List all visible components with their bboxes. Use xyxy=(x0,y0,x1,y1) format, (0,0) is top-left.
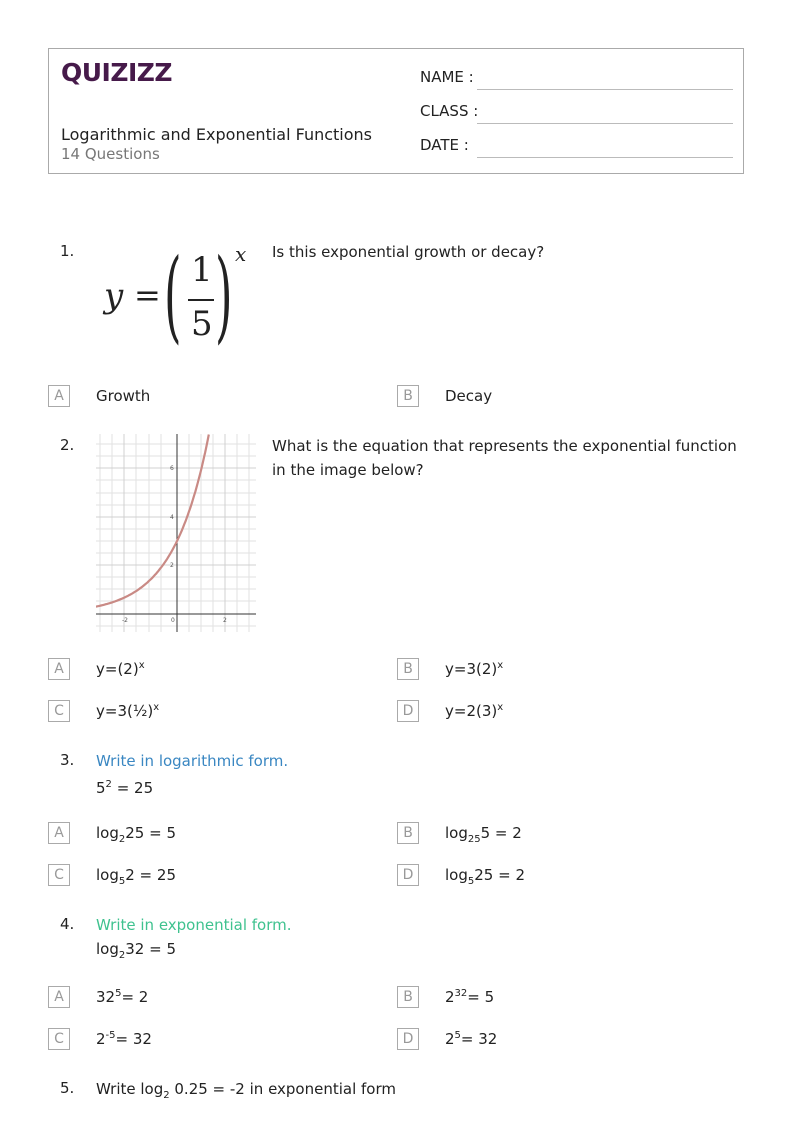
question-number: 1. xyxy=(60,242,75,260)
expr-exponent: 2 xyxy=(105,779,112,790)
name-label: NAME : xyxy=(420,68,474,86)
question-text: Is this exponential growth or decay? xyxy=(272,243,545,261)
option-c-exponent: x xyxy=(153,702,160,713)
option-b-box[interactable]: B xyxy=(397,658,419,680)
log-word: log xyxy=(96,940,119,958)
option-b-text[interactable] xyxy=(445,824,522,845)
class-label: CLASS : xyxy=(420,102,479,120)
exp-base: 2 xyxy=(96,1030,106,1048)
option-a-text[interactable] xyxy=(96,988,148,1006)
option-b-box[interactable]: B xyxy=(397,385,419,407)
expr-rest: = 25 xyxy=(111,779,154,797)
formula-lhs: y xyxy=(104,276,124,316)
question-number: 4. xyxy=(60,915,75,933)
option-a-text[interactable]: Growth xyxy=(96,387,151,405)
option-c-box[interactable]: C xyxy=(48,864,70,886)
exp-power: 5 xyxy=(454,1030,461,1041)
question-expression xyxy=(96,937,176,968)
log-base: 5 xyxy=(467,876,475,887)
q5-post: 0.25 = -2 in exponential form xyxy=(169,1080,396,1098)
exp-power: 5 xyxy=(115,988,122,999)
option-c-text[interactable] xyxy=(96,1030,152,1048)
question-number: 2. xyxy=(60,436,75,454)
log-rest: 2 = 25 xyxy=(125,866,176,884)
question-number: 5. xyxy=(60,1079,75,1097)
option-d-box[interactable]: D xyxy=(397,864,419,886)
q5-pre: Write log xyxy=(96,1080,164,1098)
option-c-box[interactable]: C xyxy=(48,1028,70,1050)
class-field[interactable] xyxy=(477,123,733,124)
exponential-graph xyxy=(96,434,256,632)
worksheet-title: Logarithmic and Exponential Functions xyxy=(61,125,373,144)
option-a-box[interactable]: A xyxy=(48,385,70,407)
log-word: log xyxy=(445,824,468,842)
option-b-text[interactable] xyxy=(445,988,494,1006)
option-b-text[interactable] xyxy=(445,660,503,678)
question-instruction: Write in exponential form. xyxy=(96,916,292,934)
log-rest: 32 = 5 xyxy=(125,940,176,958)
y-tick-label: 6 xyxy=(170,465,174,472)
major-grid xyxy=(96,434,256,632)
question-text: What is the equation that represents the exponential function in the image below? xyxy=(272,437,737,479)
option-d-text[interactable] xyxy=(445,702,503,720)
exponential-curve xyxy=(96,435,209,608)
option-d-exponent: x xyxy=(497,702,504,713)
log-rest: 25 = 2 xyxy=(474,866,525,884)
option-b-box[interactable]: B xyxy=(397,822,419,844)
y-tick-label: 2 xyxy=(170,562,174,569)
question-expression xyxy=(96,773,153,800)
log-base: 25 xyxy=(467,834,481,845)
option-a-exponent: x xyxy=(138,660,145,671)
option-d-box[interactable]: D xyxy=(397,1028,419,1050)
option-a-box[interactable]: A xyxy=(48,658,70,680)
question-number: 3. xyxy=(60,751,75,769)
option-c-box[interactable]: C xyxy=(48,700,70,722)
question-text xyxy=(96,1077,396,1108)
option-a-text[interactable] xyxy=(96,660,145,678)
exp-base: 32 xyxy=(96,988,116,1006)
exp-base: 2 xyxy=(445,1030,455,1048)
option-d-text[interactable] xyxy=(445,1030,497,1048)
y-tick-label: 4 xyxy=(170,514,174,521)
formula-equals: = xyxy=(134,276,161,314)
exp-rest: = 32 xyxy=(115,1030,152,1048)
log-word: log xyxy=(96,824,119,842)
grid xyxy=(96,434,256,632)
option-c-base: y=3(½) xyxy=(96,702,154,720)
option-d-base: y=2(3) xyxy=(445,702,498,720)
question-1-formula xyxy=(104,237,254,354)
exp-power: 32 xyxy=(454,988,468,999)
exp-rest: = 32 xyxy=(460,1030,498,1048)
option-c-text[interactable] xyxy=(96,866,176,887)
exp-power: -5 xyxy=(105,1030,116,1041)
log-base: 5 xyxy=(118,876,126,887)
log-word: log xyxy=(445,866,468,884)
option-b-box[interactable]: B xyxy=(397,986,419,1008)
date-label: DATE : xyxy=(420,136,469,154)
name-field[interactable] xyxy=(477,89,733,90)
x-tick-label: 2 xyxy=(223,617,227,624)
fraction-bar xyxy=(188,299,214,301)
option-d-box[interactable]: D xyxy=(397,700,419,722)
option-a-box[interactable]: A xyxy=(48,986,70,1008)
log-base: 2 xyxy=(118,950,126,961)
log-base: 2 xyxy=(118,834,126,845)
log-rest: 25 = 5 xyxy=(125,824,176,842)
x-tick-label: -2 xyxy=(122,617,128,624)
log-word: log xyxy=(96,866,119,884)
x-tick-label: 0 xyxy=(171,617,175,624)
q5-log-base: 2 xyxy=(163,1090,170,1101)
formula-denominator: 5 xyxy=(191,304,213,344)
question-instruction: Write in logarithmic form. xyxy=(96,752,289,770)
option-c-text[interactable] xyxy=(96,702,159,720)
option-d-text[interactable] xyxy=(445,866,525,887)
option-a-text[interactable] xyxy=(96,824,176,845)
question-count: 14 Questions xyxy=(61,145,160,163)
option-b-text[interactable]: Decay xyxy=(445,387,493,405)
right-paren: ) xyxy=(215,237,233,354)
date-field[interactable] xyxy=(477,157,733,158)
exp-rest: = 2 xyxy=(121,988,149,1006)
left-paren: ( xyxy=(164,237,182,354)
exp-rest: = 5 xyxy=(467,988,495,1006)
option-b-exponent: x xyxy=(497,660,504,671)
formula-exponent: x xyxy=(235,242,247,266)
exp-base: 2 xyxy=(445,988,455,1006)
option-a-base: y=(2) xyxy=(96,660,139,678)
formula-numerator: 1 xyxy=(191,250,213,290)
log-rest: 5 = 2 xyxy=(480,824,522,842)
expr-base: 5 xyxy=(96,779,106,797)
option-a-box[interactable]: A xyxy=(48,822,70,844)
option-b-base: y=3(2) xyxy=(445,660,498,678)
quizizz-logo: QUIZIZZ xyxy=(61,58,173,87)
